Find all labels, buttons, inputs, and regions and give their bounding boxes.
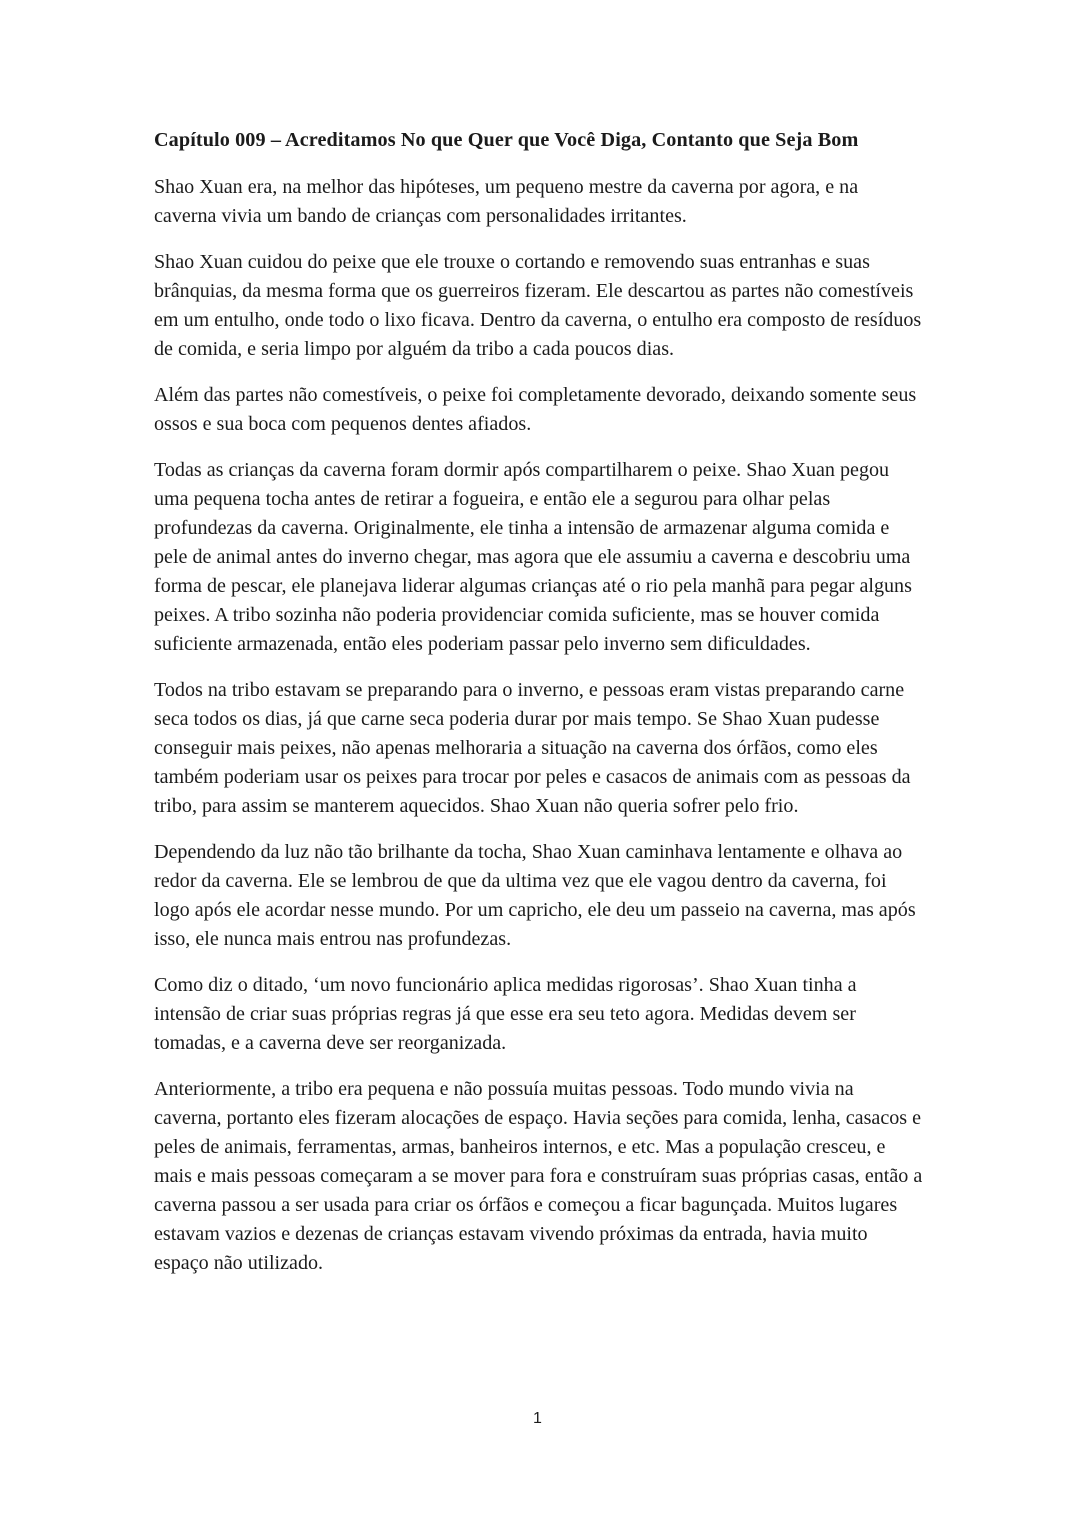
- paragraph: Como diz o ditado, ‘um novo funcionário aplica medidas rigorosas’. Shao Xuan tinha a intensão de criar suas próprias regras já que esse era seu teto agora. Medidas devem ser tomadas, e a caverna deve ser reorganizada.: [154, 974, 857, 1054]
- page-number: 1: [533, 1410, 542, 1427]
- paragraph: Todos na tribo estavam se preparando para o inverno, e pessoas eram vistas preparando carne seca todos os dias, já que carne seca poderia durar por mais tempo. Se Shao Xuan pudesse conseguir mais peixes, não apenas melhoraria a situação na caverna dos órfãos, como eles também poderiam usar os peixes para trocar por peles e casacos de animais com as pessoas da tribo, para assim se manterem aquecidos. Shao Xuan não queria sofrer pelo frio.: [154, 679, 911, 817]
- chapter-title: Capítulo 009 – Acreditamos No que Quer que Você Diga, Contanto que Seja Bom: [154, 129, 859, 151]
- paragraph: Shao Xuan cuidou do peixe que ele trouxe o cortando e removendo suas entranhas e suas brânquias, da mesma forma que os guerreiros fizeram. Ele descartou as partes não comestíveis em um entulho, onde todo o lixo ficava. Dentro da caverna, o entulho era composto de resíduos de comida, e seria limpo por alguém da tribo a cada poucos dias.: [154, 251, 922, 360]
- paragraph: Shao Xuan era, na melhor das hipóteses, um pequeno mestre da caverna por agora, e na caverna vivia um bando de crianças com personalidades irritantes.: [154, 176, 859, 227]
- paragraph: Todas as crianças da caverna foram dormir após compartilharem o peixe. Shao Xuan pegou uma pequena tocha antes de retirar a fogueira, e então ele a segurou para olhar pelas profundezas da caverna. Originalmente, ele tinha a intensão de armazenar alguma comida e pele de animal antes do inverno chegar, mas agora que ele assumiu a caverna e descobriu uma forma de pescar, ele planejava liderar algumas crianças até o rio pela manhã para pegar alguns peixes. A tribo sozinha não poderia providenciar comida suficiente, mas se houver comida suficiente armazenada, então eles poderiam passar pelo inverno sem dificuldades.: [154, 459, 912, 655]
- document-body: [154, 126, 924, 1295]
- paragraph: Dependendo da luz não tão brilhante da tocha, Shao Xuan caminhava lentamente e olhava ao redor da caverna. Ele se lembrou de que da ultima vez que ele vagou dentro da caverna, foi logo após ele acordar nesse mundo. Por um capricho, ele deu um passeio na caverna, mas após isso, ele nunca mais entrou nas profundezas.: [154, 841, 916, 950]
- paragraph: Anteriormente, a tribo era pequena e não possuía muitas pessoas. Todo mundo vivia na caverna, portanto eles fizeram alocações de espaço. Havia seções para comida, lenha, casacos e peles de animais, ferramentas, armas, banheiros internos, e etc. Mas a população cresceu, e mais e mais pessoas começaram a se mover para fora e construíram suas próprias casas, então a caverna passou a ser usada para criar os órfãos e começou a ficar bagunçada. Muitos lugares estavam vazios e dezenas de crianças estavam vivendo próximas da entrada, havia muito espaço não utilizado.: [154, 1078, 923, 1274]
- paragraph: Além das partes não comestíveis, o peixe foi completamente devorado, deixando somente seus ossos e sua boca com pequenos dentes afiados.: [154, 384, 917, 435]
